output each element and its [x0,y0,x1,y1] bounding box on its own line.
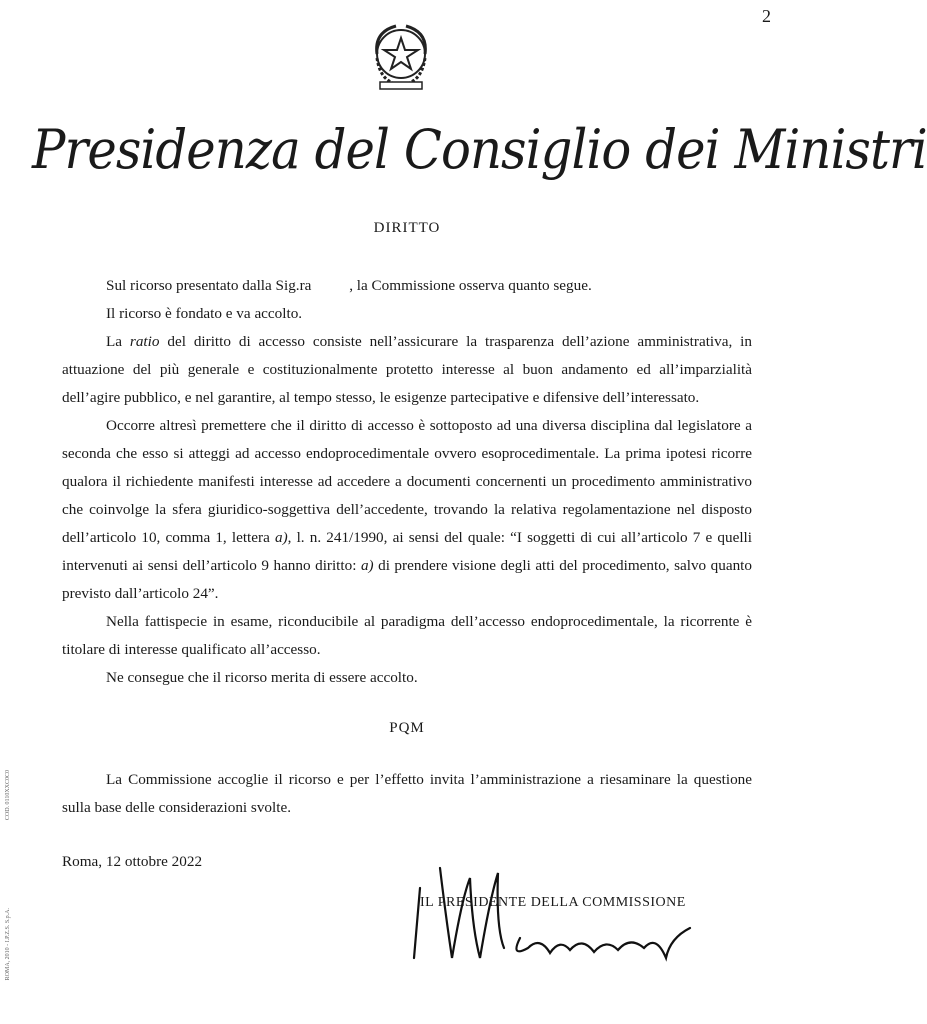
italian-emblem-icon [366,18,436,94]
section-heading-diritto: DIRITTO [373,220,441,236]
text: di prendere visione degli atti del procedimento, salvo quanto previsto dall’articolo 24”. [62,557,752,602]
handwritten-signature [400,858,720,968]
italic-text: ratio [129,333,160,350]
paragraph [62,272,752,300]
italic-text: a) [360,557,374,574]
signatory-title: IL PRESIDENTE DELLA COMMISSIONE [420,895,686,910]
section-heading-pqm: PQM [389,720,425,736]
text: Occorre altresì premettere che il diritto di accesso è sottoposto ad una diversa disciplina dal legislatore a seconda che esso si atteggi ad accesso endoprocedimentale ovvero esoprocedimentale. La prima ipotesi ricorre qualora il richiedente manifesti interesse ad accedere a documenti concernenti un procedimento amministrativo che coinvolge la sfera giuridico-soggettiva dell’accedente, trovando la relativa regolamentazione nel disposto dell’articolo 10, comma 1, lettera [62,417,752,546]
side-imprint [2,770,14,980]
document-code: COD. 0110XXC0C0 [5,770,11,821]
italic-text: a) [274,529,288,546]
pqm-body [62,766,752,822]
paragraph [62,328,752,412]
signature-block [62,872,752,982]
place-date: Roma, 12 ottobre 2022 [62,853,203,870]
text: del diritto di accesso consiste nell’assicurare la trasparenza dell’azione amministrativa, in attuazione del più generale e costituzionalmente protetto interesse al buon andamento ed all’imparzialità dell’agire pubblico, e nel garantire, al tempo stesso, le esigenze partecipative e difensive dell’interessato. [62,333,752,406]
paragraph: Il ricorso è fondato e va accolto. [106,305,303,322]
document-flow [62,218,752,982]
paragraph [62,412,752,608]
text: La [106,333,130,350]
header-title: Presidenza del Consiglio dei Ministri [32,118,927,181]
text: Sul ricorso presentato dalla Sig.ra [106,277,316,294]
text: , l. n. 241/1990, ai sensi del quale: “I soggetti di cui all’articolo 7 e quelli intervenuti ai sensi dell’articolo 9 hanno diritto: [62,529,752,574]
page-number: 2 [762,6,771,26]
paragraph: Ne consegue che il ricorso merita di essere accolto. [106,669,418,686]
text: , la Commissione osserva quanto segue. [349,277,592,294]
printer-imprint: ROMA, 2010 - I.P.Z.S. S.p.A. [5,907,11,980]
paragraph: Nella fattispecie in esame, riconducibile al paradigma dell’accesso endoprocedimentale, la ricorrente è titolare di interesse qualificato all’accesso. [62,613,752,658]
document-body [62,272,752,692]
paragraph: La Commissione accoglie il ricorso e per l’effetto invita l’amministrazione a riesaminare la questione sulla base delle considerazioni svolte. [62,771,752,816]
